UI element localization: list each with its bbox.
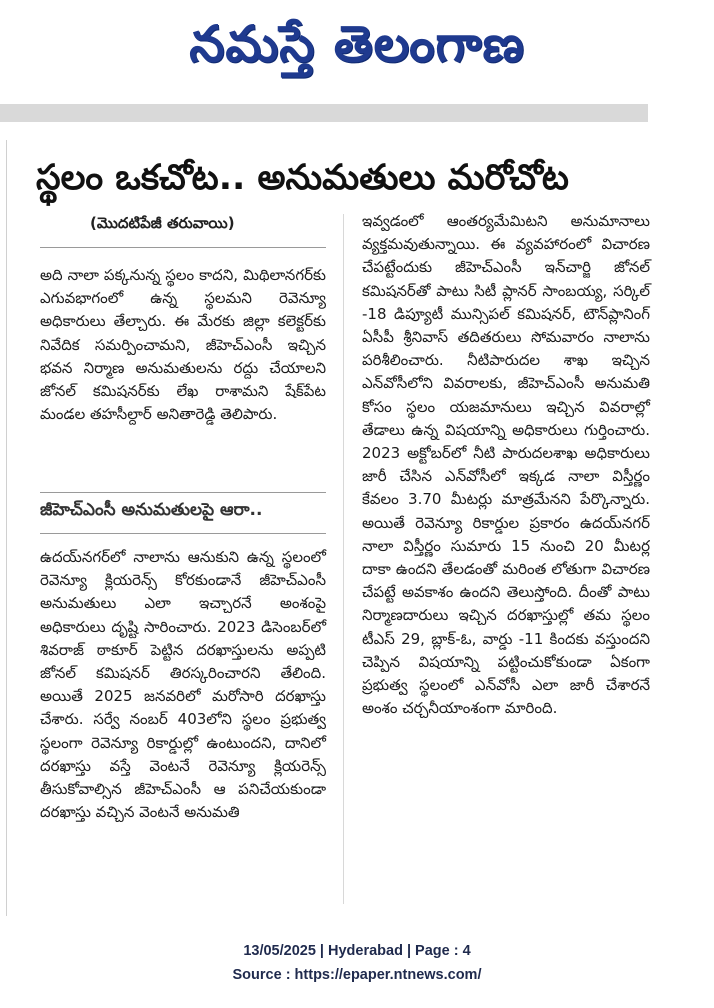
masthead (0, 0, 714, 88)
newspaper-logo: నమస్తే తెలంగాణ (189, 15, 525, 73)
right-paragraph: ఇవ్వడంలో ఆంతర్యమేమిటని అనుమానాలు వ్యక్తమవుతున్నాయి. ఈ వ్యవహారంలో విచారణ చేపట్టేందుకు జీహెచ్‌ఎంసీ ఇన్‌చార్జి జోనల్ కమిషనర్‌తో పాటు సిటీ ప్లానర్ సాంబయ్య, సర్కిల్ -18 డిప్యూటీ మున్సిపల్ కమిషనర్, టౌన్‌ప్లానింగ్ ఏసీపీ శ్రీనివాస్ తదితరులు సోమవారం నాలాను పరిశీలించారు. నీటిపారుదల శాఖ ఇచ్చిన ఎన్‌వోసీలోని వివరాలకు, జీహెచ్‌ఎంసీ అనుమతి కోసం స్థలం యజమానులు ఇచ్చిన వివరాల్లో తేడాలు ఉన్న విషయాన్ని అధికారులు గుర్తించారు. 2023 అక్టోబర్‌లో నీటి పారుదలశాఖ అధికారులు జారీ చేసిన ఎన్‌వోసీలో ఇక్కడ నాలా విస్తీర్ణం కేవలం 3.70 మీటర్లు మాత్రమేనని పేర్కొన్నారు. అయితే రెవెన్యూ రికార్డుల ప్రకారం ఉదయ్‌నగర్ నాలా విస్తీర్ణం సుమారు 15 నుంచి 20 మీటర్ల దాకా ఉందని తేలడంతో మరింత లోతుగా విచారణ చేపట్టే అవకాశం ఉందని తెలుస్తోంది. దీంతో పాటు నిర్మాణదారులు ఇచ్చిన దరఖాస్తుల్లో తమ స్థలం టీఎస్ 29, బ్లాక్-ఓ, వార్డు -11 కిందకు వస్తుందని చెప్పిన విషయాన్ని పట్టించుకోకుండా ఏకంగా ప్రభుత్వ స్థలంలో ఎన్‌వోసీ ఎలా జారీ చేశారనే అంశం చర్చనీయాంశంగా మారింది. (362, 212, 650, 718)
column-divider (343, 214, 344, 904)
divider-rule (40, 492, 326, 493)
footer-date-line: 13/05/2025 | Hyderabad | Page : 4 (243, 943, 471, 959)
left-paragraph-1: అది నాలా పక్కనున్న స్థలం కాదని, మిథిలానగర్‌కు ఎగువభాగంలో ఉన్న స్థలమని రెవెన్యూ అధికారులు తేల్చారు. ఈ మేరకు జిల్లా కలెక్టర్‌కు నివేదిక సమర్పించామని, జీహెచ్‌ఎంసీ ఇచ్చిన భవన నిర్మాణ అనుమతులను రద్దు చేయాలని జోనల్ కమిషనర్‌కు లేఖ రాశామని షేక్‌పేట మండల తహసీల్దార్ అనితారెడ్డి తెలిపారు. (40, 266, 326, 424)
divider-rule (40, 247, 326, 248)
divider-rule (40, 533, 326, 534)
header-band (0, 104, 648, 122)
footer-source-line: Source : https://epaper.ntnews.com/ (232, 967, 482, 983)
subheading: జీహెచ్‌ఎంసీ అనుమతులపై ఆరా.. (40, 500, 263, 520)
right-column (362, 210, 650, 720)
article-headline: స్థలం ఒకచోట.. అనుమతులు మరోచోట (36, 158, 569, 198)
continued-label: (మొదటిపేజీ తరువాయి) (90, 214, 235, 232)
left-paragraph-2: ఉదయ్‌నగర్‌లో నాలాను ఆనుకుని ఉన్న స్థలంలో రెవెన్యూ క్లియరెన్స్ కోరకుండానే జీహెచ్‌ఎంసీ అనుమతులు ఎలా ఇచ్చారనే అంశంపై అధికారులు దృష్టి సారించారు. 2023 డిసెంబర్‌లో శివరాజ్ ఠాకూర్ పెట్టిన దరఖాస్తులను అప్పటి జోనల్ కమిషనర్ తిరస్కరించారని తేలింది. అయితే 2025 జనవరిలో మరోసారి దరఖాస్తు చేశారు. సర్వే నంబర్ 403లోని స్థలం ప్రభుత్వ స్థలంగా రెవెన్యూ రికార్డుల్లో ఉంటుందని, దానిలో దరఖాస్తు వస్తే వెంటనే రెవెన్యూ క్లియరెన్స్ తీసుకోవాల్సిన జీహెచ్‌ఎంసీ ఆ పనిచేయకుండా దరఖాస్తు వచ్చిన వెంటనే అనుమతి (40, 548, 326, 822)
left-column-bottom (40, 546, 326, 824)
left-column-top (40, 264, 326, 426)
